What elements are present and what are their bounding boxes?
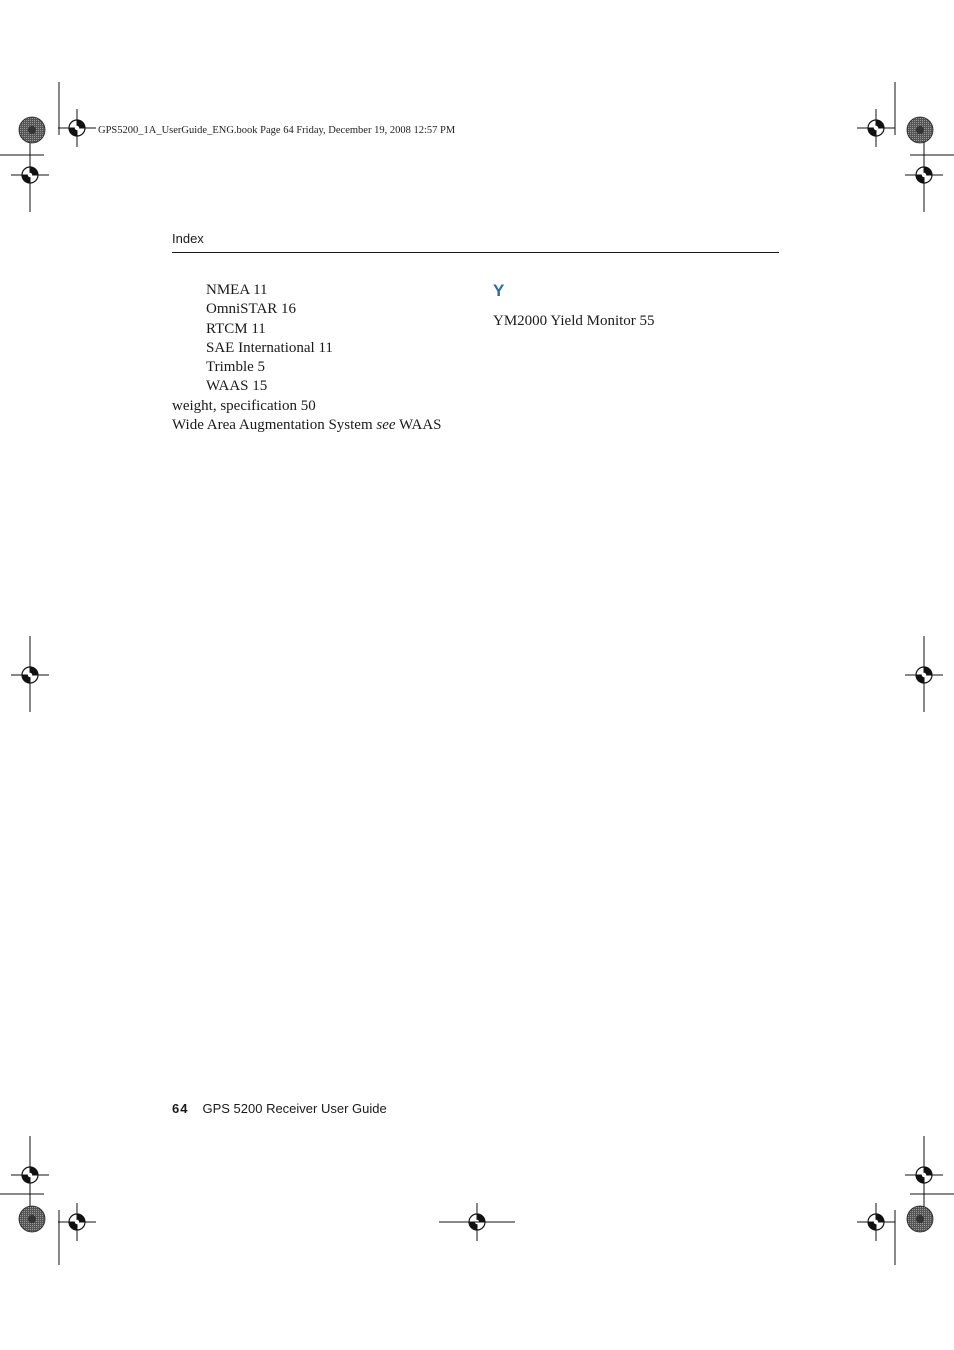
see-reference: see xyxy=(376,417,396,434)
index-entry: Trimble 5 xyxy=(206,359,266,376)
index-entry: OmniSTAR 16 xyxy=(206,301,297,318)
index-entry: weight, specification 50 xyxy=(172,397,316,414)
reference-target: WAAS xyxy=(395,417,442,434)
index-entry: NMEA 11 xyxy=(206,282,268,298)
page-number: 64 xyxy=(172,1101,189,1116)
index-entry: RTCM 11 xyxy=(206,320,266,337)
index-column-left xyxy=(172,281,472,435)
entry-term: Wide Area Augmentation System xyxy=(172,417,377,434)
index-column-right xyxy=(493,281,783,331)
page-footer xyxy=(172,1101,387,1116)
index-entry-cross-reference xyxy=(172,416,472,435)
index-entry: WAAS 15 xyxy=(206,378,268,395)
header-rule xyxy=(172,252,779,253)
index-entry: SAE International 11 xyxy=(206,339,333,356)
index-entry: YM2000 Yield Monitor 55 xyxy=(493,313,655,329)
index-section-letter: Y xyxy=(493,281,505,300)
print-slug: GPS5200_1A_UserGuide_ENG.book Page 64 Friday, December 19, 2008 12:57 PM xyxy=(98,125,456,136)
book-title: GPS 5200 Receiver User Guide xyxy=(202,1101,387,1116)
running-head: Index xyxy=(172,231,204,246)
